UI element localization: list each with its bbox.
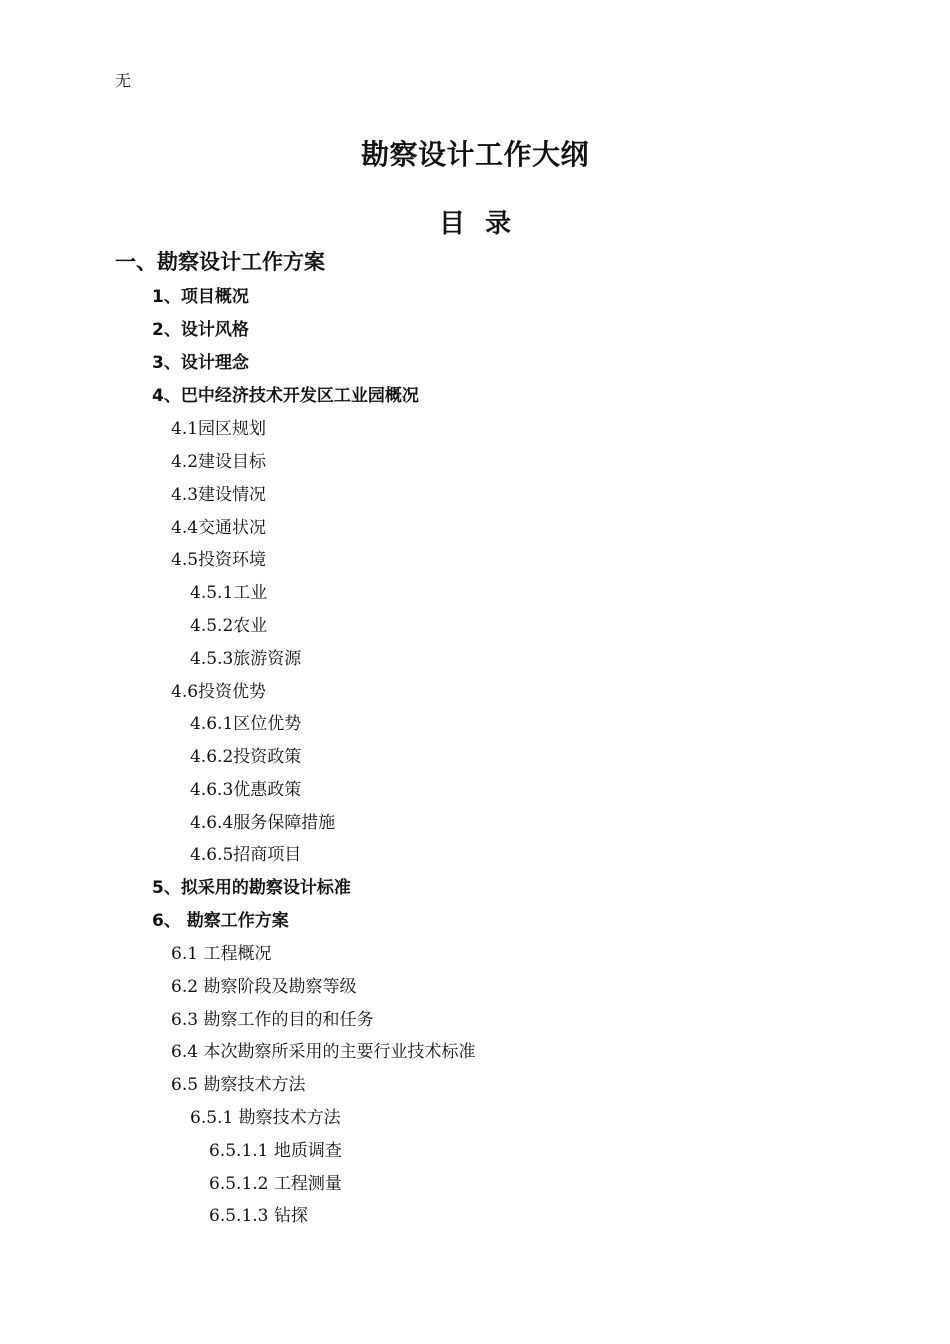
toc-entry: 6.2 勘察阶段及勘察等级: [171, 977, 357, 997]
toc-heading-left: 目: [438, 209, 465, 239]
header-note: 无: [115, 71, 132, 90]
toc-entry: 6.5.1.1 地质调查: [209, 1141, 342, 1161]
toc-entry: 4.3建设情况: [171, 485, 267, 505]
toc-entry: 1、项目概况: [152, 287, 249, 307]
toc-entry: 6.5 勘察技术方法: [171, 1075, 306, 1095]
toc-entry: 4.6投资优势: [171, 682, 267, 702]
toc-entry: 4.1园区规划: [171, 419, 267, 439]
toc-entry: 4.5投资环境: [171, 550, 267, 570]
toc-entry: 6.1 工程概况: [171, 944, 272, 964]
toc-entry: 6.5.1.2 工程测量: [209, 1174, 342, 1194]
toc-entry: 6、 勘察工作方案: [152, 911, 289, 931]
toc-heading-right: 录: [485, 209, 512, 239]
toc-entry: 2、设计风格: [152, 320, 249, 340]
toc-entry: 6.3 勘察工作的目的和任务: [171, 1010, 374, 1030]
toc-entry: 4.4交通状况: [171, 518, 267, 538]
toc-entry: 4.6.5招商项目: [190, 845, 302, 865]
toc-entry: 4.2建设目标: [171, 452, 267, 472]
toc-entry: 3、设计理念: [152, 353, 249, 373]
toc-entry: 一、勘察设计工作方案: [115, 250, 325, 274]
toc-entry: 4.6.4服务保障措施: [190, 813, 336, 833]
toc-entry: 6.4 本次勘察所采用的主要行业技术标准: [171, 1042, 476, 1062]
toc-entry: 4.5.3旅游资源: [190, 649, 302, 669]
toc-entry: 4.5.1工业: [190, 583, 268, 603]
toc-entry: 4.5.2农业: [190, 616, 268, 636]
toc-entry: 4.6.2投资政策: [190, 747, 302, 767]
toc-entry: 4、巴中经济技术开发区工业园概况: [152, 386, 419, 406]
toc-entry: 6.5.1.3 钻探: [209, 1206, 308, 1226]
document-title: 勘察设计工作大纲: [360, 138, 589, 171]
toc-entry: 4.6.1区位优势: [190, 714, 302, 734]
toc-entry: 6.5.1 勘察技术方法: [190, 1108, 341, 1128]
toc-entry: 4.6.3优惠政策: [190, 780, 302, 800]
toc-entry: 5、拟采用的勘察设计标准: [152, 878, 351, 898]
